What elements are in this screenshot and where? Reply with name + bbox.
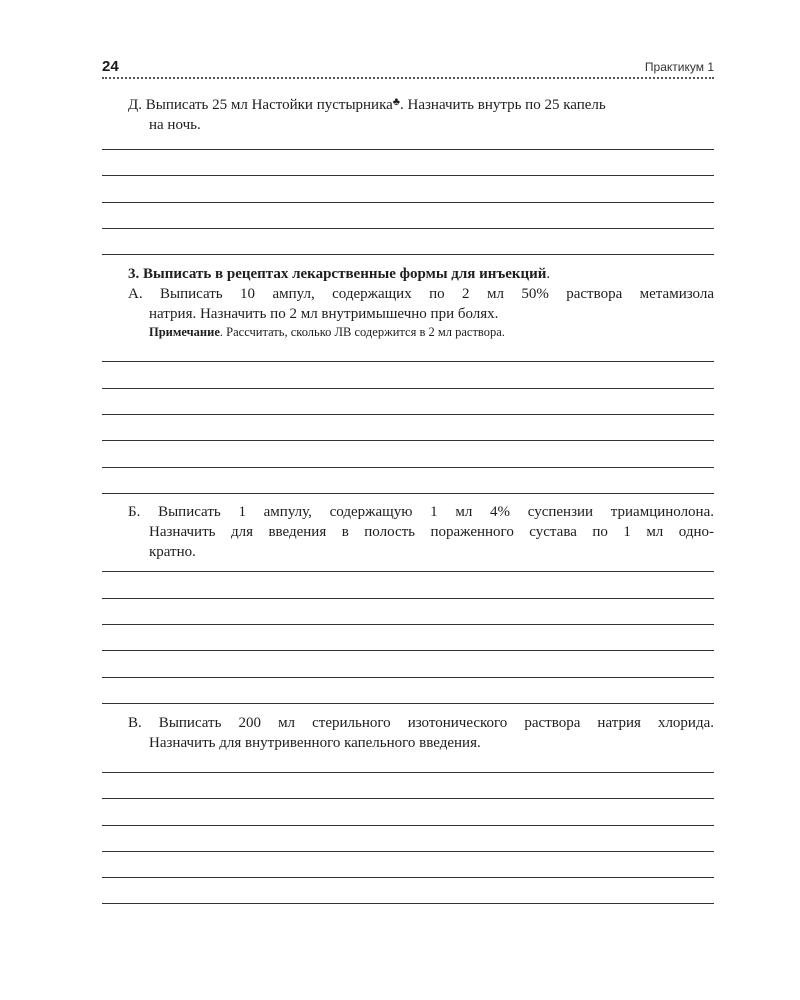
task-b-line-2: Назначить для введения в полость пораженного сустава по 1 мл одно- (149, 524, 714, 540)
writing-line (102, 228, 714, 229)
note-text: . Рассчитать, сколько ЛВ содержится в 2 мл раствора. (219, 325, 505, 339)
writing-line (102, 703, 714, 704)
writing-line (102, 254, 714, 255)
writing-line (102, 903, 714, 904)
writing-line (102, 414, 714, 415)
writing-line (102, 877, 714, 878)
task-a-note (149, 324, 714, 340)
writing-line (102, 361, 714, 362)
task-v-line-1: В. Выписать 200 мл стерильного изотонического раствора натрия хлорида. (128, 715, 714, 731)
writing-line (102, 851, 714, 852)
task-a-line-2: натрия. Назначить по 2 мл внутримышечно при болях. (149, 306, 499, 322)
header-dotted-rule (102, 77, 714, 79)
writing-line (102, 467, 714, 468)
task-b-text (128, 502, 714, 562)
writing-line (102, 202, 714, 203)
writing-line (102, 798, 714, 799)
section-3-heading: 3. Выписать в рецептах лекарственные формы для инъекций. (128, 266, 551, 282)
task-b-line-1: Б. Выписать 1 ампулу, содержащую 1 мл 4% суспензии триамцинолона. (128, 504, 714, 520)
writing-line (102, 571, 714, 572)
writing-line (102, 825, 714, 826)
page-number: 24 (102, 58, 119, 75)
task-v-line-2: Назначить для внутривенного капельного введения. (149, 735, 481, 751)
running-head: Практикум 1 (644, 60, 714, 74)
writing-line (102, 149, 714, 150)
task-a-line-1: А. Выписать 10 ампул, содержащих по 2 мл 50% раствора метамизола (128, 286, 714, 302)
task-d-line-2: на ночь. (149, 117, 201, 133)
task-d-text (128, 92, 714, 135)
writing-line (102, 388, 714, 389)
writing-line (102, 772, 714, 773)
writing-line (102, 624, 714, 625)
note-label: Примечание (149, 325, 220, 339)
task-b-line-3: кратно. (149, 544, 196, 560)
writing-line (102, 493, 714, 494)
task-d-line-1: Д. Выписать 25 мл Настойки пустырника♣. Назначить внутрь по 25 капель (128, 96, 606, 113)
writing-line (102, 598, 714, 599)
writing-line (102, 440, 714, 441)
task-a-text (128, 284, 714, 324)
writing-line (102, 677, 714, 678)
task-v-text (128, 713, 714, 753)
writing-line (102, 175, 714, 176)
writing-line (102, 650, 714, 651)
club-mark: ♣ (392, 96, 401, 108)
